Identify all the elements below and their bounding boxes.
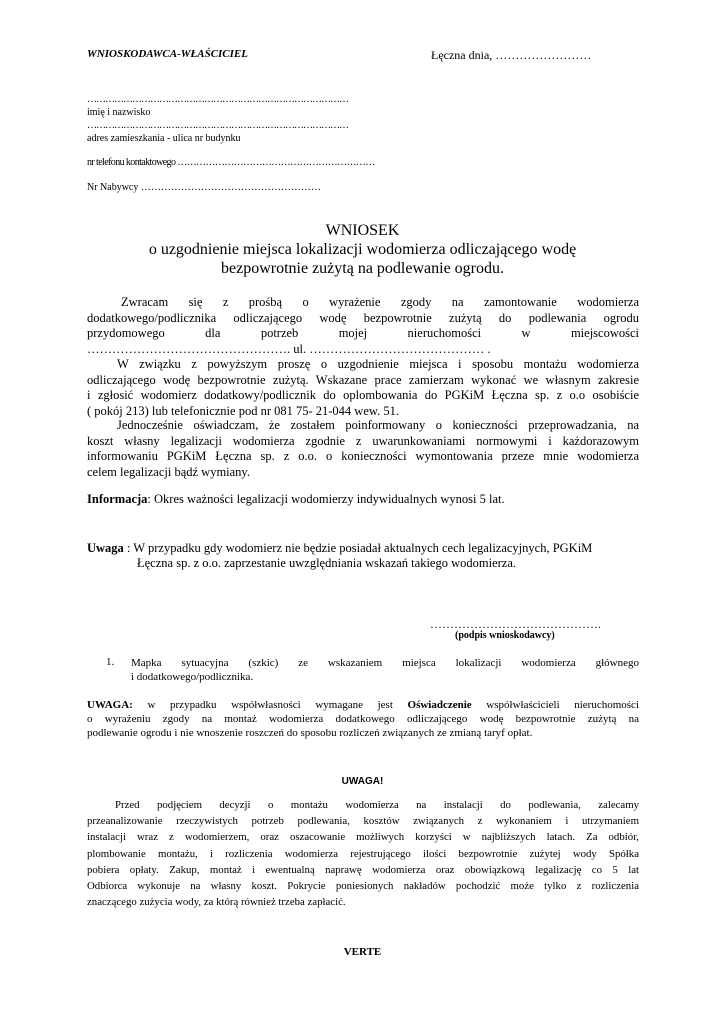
info-label: Informacja xyxy=(87,492,148,506)
phone-label: nr telefonu kontaktowego ……………………………………………………… xyxy=(87,157,375,168)
text-line: Odbiorca wykonuje na własny koszt. Pokrycie poniesionych nakładów pochodzić może tylko z rozliczenia xyxy=(87,880,639,893)
applicant-heading: WNIOSKODAWCA-WŁAŚCICIEL xyxy=(87,48,248,60)
text-line: …………………………………………. ul. …………………………………… . xyxy=(87,341,491,356)
text-line: ( pokój 213) lub telefonicznie pod nr 081 75- 21-044 wew. 51. xyxy=(87,403,399,418)
text-line: informowaniu PGKiM Łęczna sp. z o.o. o konieczności wymontowania przeze mnie wodomierza xyxy=(87,449,639,464)
text-line: i dodatkowego/podlicznika. xyxy=(131,671,254,684)
buyer-number-label: Nr Nabywcy ……………………………………………… xyxy=(87,182,321,193)
warning-heading: UWAGA! xyxy=(341,776,384,787)
uwaga-text-continued: Łęczna sp. z o.o. zaprzestanie uwzględniania wskazań takiego wodomierza. xyxy=(137,556,516,570)
text-line: Zwracam się z prośbą o wyrażenie zgody na zamontowanie wodomierza xyxy=(121,295,639,309)
name-label: imię i nazwisko xyxy=(87,107,151,118)
uwaga-text: : W przypadku gdy wodomierz nie będzie posiadał aktualnych cech legalizacyjnych, PGKiM xyxy=(123,541,593,555)
text-line xyxy=(87,698,639,712)
text-line: podlewanie ogrodu i nie wnoszenie roszczeń do sposobu rozliczeń związanych ze zmianą taryf opłat. xyxy=(87,727,533,740)
address-label: adres zamieszkania - ulica nr budynku xyxy=(87,133,241,144)
attachment-item xyxy=(131,656,639,684)
text-line: celem legalizacji bądź wymiany. xyxy=(87,464,251,479)
text-line: i zgłosić wodomierz dodatkowy/podlicznik do oplombowania do PGKiM Łęczna sp. z o.o osobiście xyxy=(87,388,639,403)
text-line: Przed podjęciem decyzji o montażu wodomierza na instalacji do podlewania, zalecamy xyxy=(115,799,639,811)
coownership-text: w przypadku współwłasności wymagane jest xyxy=(132,699,408,711)
signature-line: ……………………………………. xyxy=(430,617,601,631)
info-text: : Okres ważności legalizacji wodomierzy indywidualnych wynosi 5 lat. xyxy=(147,492,505,506)
text-line: instalacji wraz z wodomierzem, oraz oszacowanie możliwych korzyści w najbliższych latach. Za odbiór, xyxy=(87,831,639,844)
uwaga-note xyxy=(87,541,592,556)
coownership-label: UWAGA: xyxy=(87,699,133,711)
text-line: koszt własny legalizacji wodomierza zgodnie z uwarunkowaniami normowymi i każdorazowym xyxy=(87,433,639,448)
verte-label: VERTE xyxy=(343,946,382,958)
declaration-paragraph xyxy=(87,418,639,480)
text-line: dodatkowego/podlicznika odliczającego wodę bezpowrotnie zużytą do podlewania ogrodu xyxy=(87,310,639,325)
address-line: …………………………………………………………………………… xyxy=(87,120,348,131)
signature-label: (podpis wnioskodawcy) xyxy=(455,630,555,641)
document-subtitle-2: bezpowrotnie zużytą na podlewanie ogrodu. xyxy=(220,260,504,277)
text-line: plombowanie montażu, i rozliczenia wodomierza rejestrującego ilości bezpowrotnie zużytej wody Spółka xyxy=(87,847,639,860)
attachment-number: 1. xyxy=(106,656,115,668)
coownership-note xyxy=(87,698,639,741)
warning-paragraph xyxy=(87,797,639,910)
request-paragraph xyxy=(87,295,639,357)
coownership-text-end: współwłaścicieli nieruchomości xyxy=(471,699,639,711)
text-line: przydomowego dla potrzeb mojej nieruchomości w miejscowości xyxy=(87,326,639,341)
name-line: …………………………………………………………………………… xyxy=(87,94,348,105)
text-line: pobiera opłaty. Zakup, montaż i ewentualną naprawę wodomierza oraz obowiązkową legalizację co 5 lat xyxy=(87,863,639,876)
text-line: o wyrażeniu zgody na montaż wodomierza dodatkowego odliczającego wodę bezpowrotnie zużytą na xyxy=(87,713,639,726)
installation-paragraph xyxy=(87,357,639,419)
uwaga-label: Uwaga xyxy=(87,541,124,555)
info-note xyxy=(87,492,505,507)
place-date: Łęczna dnia, …………………… xyxy=(431,48,592,62)
text-line: W związku z powyższym proszę o uzgodnienie miejsca i sposobu montażu wodomierza xyxy=(117,357,639,371)
text-line: odliczającego wodę bezpowrotnie zużytą. Wskazane prace zamierzam wykonać we własnym zakresie xyxy=(87,372,639,387)
document-title: WNIOSEK xyxy=(325,222,400,239)
text-line: przeanalizowanie rzeczywistych potrzeb podlewania, kosztów związanych z wykonaniem i utrzymaniem xyxy=(87,815,639,828)
text-line: Jednocześnie oświadczam, że zostałem poinformowany o konieczności przeprowadzania, na xyxy=(117,418,639,432)
document-subtitle-1: o uzgodnienie miejsca lokalizacji wodomierza odliczającego wodę xyxy=(148,241,577,258)
text-line: znaczącego zużycia wody, za którą również trzeba zapłacić. xyxy=(87,896,346,909)
statement-word: Oświadczenie xyxy=(407,699,472,711)
text-line: Mapka sytuacyjna (szkic) ze wskazaniem miejsca lokalizacji wodomierza głównego xyxy=(131,657,639,669)
